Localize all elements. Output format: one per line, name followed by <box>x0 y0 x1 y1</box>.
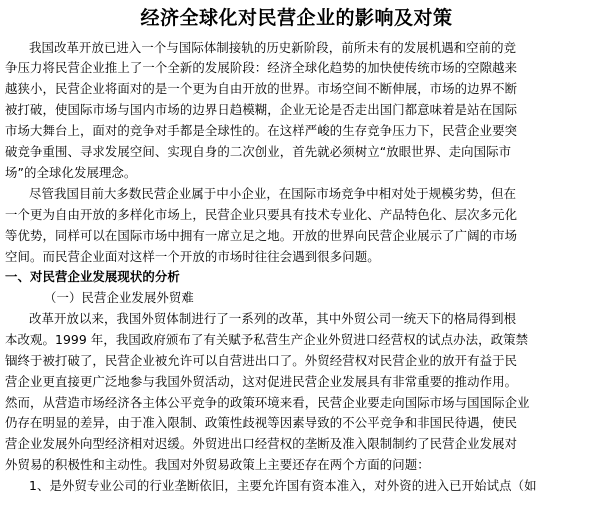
paragraph-1-line-4: 被打破，使国际市场与国内市场的边界日趋模糊，企业无论是否走出国门都意味着是站在国际 <box>5 102 518 117</box>
paragraph-3-line-2: 本改观。1999 年，我国政府颁布了有关赋予私营生产企业外贸进口经营权的试点办法，政策禁 <box>5 332 529 347</box>
page-title: 经济全球化对民营企业的影响及对策 <box>140 7 453 29</box>
paragraph-3-line-5: 然而，从营造市场经济各主体公平竞争的政策环境来看，民营企业要走向国际市场与国国际企业 <box>5 395 530 410</box>
subsection-heading: （一）民营企业发展外贸难 <box>44 290 194 305</box>
paragraph-1-line-1: 我国改革开放已进入一个与国际体制接轨的历史新阶段，前所未有的发展机遇和空前的竞 <box>29 40 517 55</box>
section-heading: 一、对民营企业发展现状的分析 <box>5 269 180 284</box>
paragraph-2-line-3: 等优势，同样可以在国际市场中拥有一席立足之地。开放的世界向民营企业展示了广阔的市场 <box>5 228 518 243</box>
paragraph-2-line-1: 尽管我国目前大多数民营企业属于中小企业，在国际市场竞争中相对处于规模劣势，但在 <box>29 186 517 201</box>
paragraph-1-line-3: 越狭小，民营企业将面对的是一个更为自由开放的世界。市场空间不断伸展，市场的边界不断 <box>5 81 518 96</box>
paragraph-1-line-6: 破竞争重围、寻求发展空间、实现自身的二次创业，首先就必须树立“放眼世界、走向国际市 <box>5 144 512 159</box>
paragraph-3-line-6: 仍存在明显的差异，由于准入限制、政策性歧视等因素导致的不公平竞争和非国民待遇，使民 <box>5 415 518 430</box>
paragraph-1-line-5: 市场大舞台上，面对的竞争对手都是全球性的。在这样严峻的生存竞争压力下，民营企业要突 <box>5 123 518 138</box>
paragraph-3-line-1: 改革开放以来，我国外贸体制进行了一系列的改革，其中外贸公司一统天下的格局得到根 <box>29 311 517 326</box>
paragraph-3-line-4: 营企业更直接更广泛地参与我国外贸活动，这对促进民营企业发展具有非常重要的推动作用。 <box>5 374 518 389</box>
paragraph-1-line-7: 场”的全球化发展理念。 <box>5 165 137 180</box>
paragraph-2-line-4: 空间。而民营企业面对这样一个开放的市场时往往会遇到很多问题。 <box>5 249 380 264</box>
paragraph-2-line-2: 一个更为自由开放的多样化市场上，民营企业只要具有技术专业化、产品特色化、层次多元化 <box>5 207 518 222</box>
list-item-1: 1、是外贸专业公司的行业垄断依旧，主要允许国有资本准入，对外资的进入已开始试点（如 <box>29 478 537 493</box>
paragraph-3-line-3: 锢终于被打破了，民营企业被允许可以自营进出口了。外贸经营权对民营企业的放开有益于民 <box>5 353 518 368</box>
paragraph-3-line-7: 营企业发展外向型经济相对迟缓。外贸进出口经营权的垄断及准入限制制约了民营企业发展对 <box>5 436 518 451</box>
paragraph-3-line-8: 外贸易的积极性和主动性。我国对外贸易政策上主要还存在两个方面的问题： <box>5 457 430 472</box>
paragraph-1-line-2: 争压力将民营企业推上了一个全新的发展阶段：经济全球化趋势的加快使传统市场的空隙越来 <box>5 60 518 75</box>
